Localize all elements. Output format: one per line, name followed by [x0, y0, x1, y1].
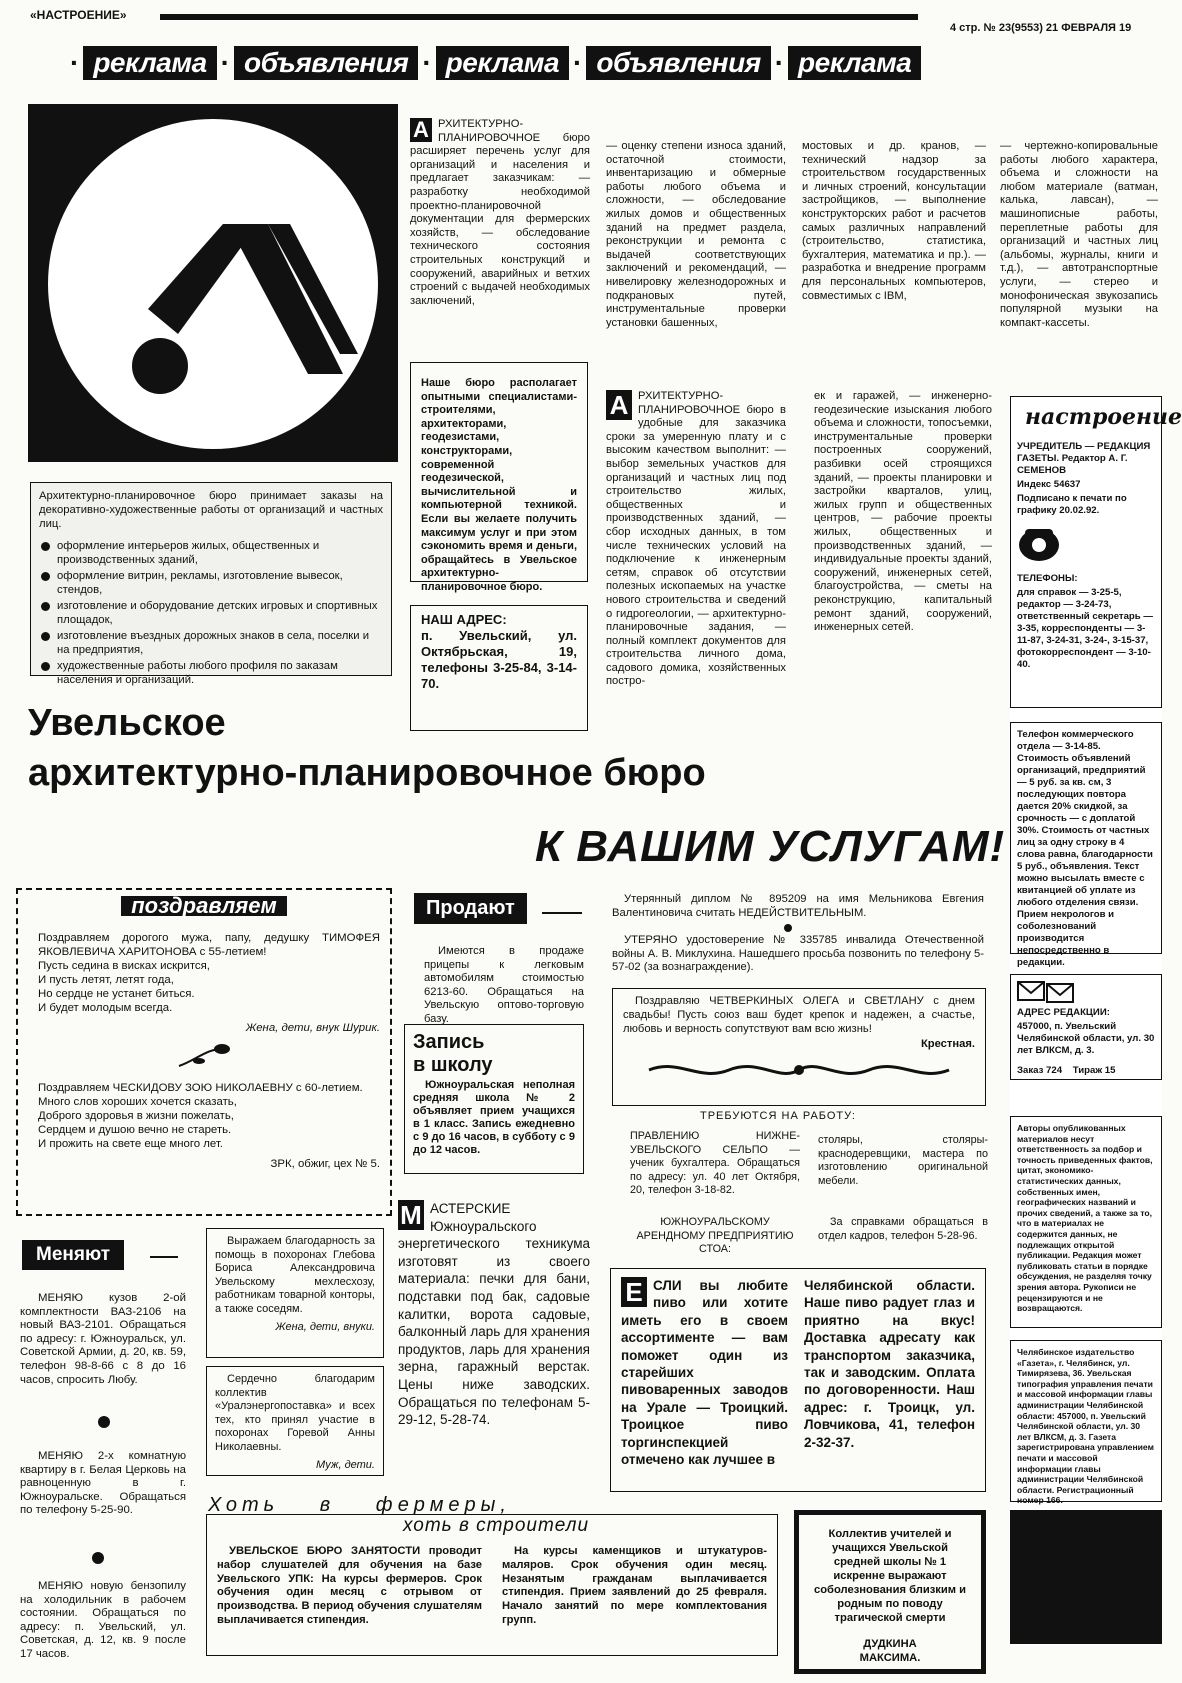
beer-left — [621, 1277, 788, 1468]
decor-works-ad — [30, 482, 392, 686]
congrats-label: поздравляем — [121, 896, 287, 916]
poem-line: И прожить на свете еще много лет. — [38, 1138, 223, 1150]
authors-box — [1010, 1116, 1162, 1328]
poem-line: Пусть седина в висках искрится, — [38, 960, 210, 972]
phones-text: для справок — 3-25-5, редактор — 3-24-73, ответственный секретарь — 3-35, корреспонденты — 3-11-87, 3-24-31, 3-24-, 3-15-37, фотокорреспондент — 3-10-40. — [1017, 587, 1153, 670]
farmers-left: УВЕЛЬСКОЕ БЮРО ЗАНЯТОСТИ проводит набор слушателей для обучения на базе Увельского УПК: На курсы фермеров. Срок обучения один месяц с отрывом от производства. В период обучения слушателям выплачивается стипендия. — [217, 1545, 482, 1626]
farmers-title-1: Хоть в фермеры, — [208, 1494, 511, 1516]
list-item: художественные работы любого профиля по заказам населения и организаций. — [39, 659, 383, 687]
jobs-right: столяры, столяры-краснодеревщики, мастера по изготовлению оригинальной мебели. — [818, 1134, 988, 1187]
bureau-info-box — [410, 362, 588, 593]
exchange-item-1: МЕНЯЮ кузов 2-ой комплектности ВАЗ-2106 на новый ВАЗ-2101. Обращаться по адресу: г. Южноуральск, ул. Советской Армии, д. 20, кв. 59, телефон 98-8-66 с 8 до 16 часов, спросить Любу. — [20, 1292, 186, 1386]
article-text: мостовых и др. кранов, — технический надзор за строительством государственных и личных строений, консультации застройщиков, — выполнение конструкторских работ и расчетов самых различных направлений (строительство, статистика, бухгалтерия, математика и пр.). — разработка и внедрение программ для персональных компьютеров, совместимых с IBM, — [802, 140, 986, 302]
thanks-sign: Муж, дети. — [315, 1458, 375, 1471]
banner-item: объявления — [586, 46, 770, 80]
printing-text: Челябинское издательство «Газета», г. Челябинск, ул. Тимирязева, 36. Увельская типография управления печати и массовой информации главы администрации Челябинской области: 457000, п. Увельский Челябинской области, ул. 30 лет ВЛКСМ, д. 3. Газета зарегистрирована управлением печати и массовой информации главы администрации Челябинской области. Регистрационный номер 166. — [1017, 1347, 1154, 1506]
jobs-title: ТРЕБУЮТСЯ НА РАБОТУ: — [700, 1110, 856, 1122]
order-value: 724 — [1046, 1065, 1063, 1076]
article-text: РХИТЕКТУРНО-ПЛАНИРОВОЧНОЕ бюро расширяет перечень услуг для организаций и населения и предлагает заказчикам: — разработку необходимой проектно-планировочной документации для фермерских хозяйств, — обследование технического состояния строительных конструкций и сооружений, аварийных и ветхих строений с выдачей необходимых заключений, — [410, 118, 590, 307]
poem-line: И будет молодым всегда. — [38, 1002, 173, 1014]
masthead-box — [1010, 396, 1182, 708]
issue-info: 4 стр. № 23(9553) 21 ФЕВРАЛЯ 19 — [950, 22, 1132, 34]
condolence-name: ДУДКИНА МАКСИМА. — [859, 1638, 921, 1664]
sidebar-black-bar — [1010, 1510, 1162, 1644]
congrats-sign-1: Жена, дети, внук Шурик. — [245, 1022, 380, 1034]
article1-col4 — [1000, 140, 1158, 330]
lost-text: Утерянный диплом № 895209 на имя Мельникова Евгения Валентиновича считать НЕДЕЙСТВИТЕЛЬНЫМ. — [612, 893, 984, 919]
sidebar — [1010, 396, 1182, 1646]
phones-title: ТЕЛЕФОНЫ: — [1017, 573, 1078, 584]
banner-item: реклама — [436, 46, 569, 80]
header-rule — [160, 14, 918, 20]
list-item: изготовление въездных дорожных знаков в села, поселки и на предприятия, — [39, 629, 383, 657]
address-title: НАШ АДРЕС: — [421, 612, 507, 627]
exchange-rule — [150, 1256, 178, 1258]
poem-line: Много слов хороших хочется сказать, — [38, 1096, 237, 1108]
printing-box — [1010, 1340, 1162, 1506]
lost-certificate — [612, 934, 984, 975]
congrats-box — [16, 888, 392, 1216]
article-text: РХИТЕКТУРНО-ПЛАНИРОВОЧНОЕ бюро в удобные для заказчика сроки за умеренную плату и с высоким качеством выполнит: — выбор земельных участков для организаций и частных лиц под строительство жилых, общественных и производственных зданий, — сбор исходных данных, в том числе технических условий на подключение к инженерным сетям, справок об отсутствии полезных ископаемых на участке нового строительства и сведений о гидрогеологии, — архитектурно-планировочные задания, — полный комплект документов для строительства личного дома, садового домика, хозяйственных постро- — [606, 390, 786, 688]
headline-line2: архитектурно-планировочное бюро — [28, 752, 706, 794]
article-text: — чертежно-копировальные работы любого характера, объема и сложности на любом материале (ватман, калька, лавсан), — машинописные работы, переплетные работы для организаций и частных лиц (альбомы, журналы, книги и т.д.), — автотранспортные услуги, — стерео и монофоническая звукозапись популярной музыки на компакт-кассеты. — [1000, 140, 1158, 329]
signed-text: Подписано к печати по графику 20.02.92. — [1017, 493, 1127, 516]
bureau-logo — [28, 104, 398, 462]
wedding-text: Поздравляю ЧЕТВЕРКИНЫХ ОЛЕГА и СВЕТЛАНУ с днем свадьбы! Пусть союз ваш будет крепок и надежен, а счастье, любовь и верность сопутствуют вам всю жизнь! — [623, 995, 975, 1035]
farmers-box — [206, 1514, 778, 1656]
school-text: Южноуральская неполная средняя школа № 2 объявляет прием учащихся в 1 класс. Запись ежедневно с 9 до 16 часов, в субботу с 9 до 12 часов. — [413, 1079, 575, 1156]
wedding-box — [612, 988, 986, 1106]
list-item: оформление витрин, рекламы, изготовление вывесок, стендов, — [39, 569, 383, 597]
architect-logo-icon — [28, 104, 398, 462]
sell-text: Имеются в продаже прицепы к легковым автомобилям стоимостью 6213-60. Обращаться на Увельскую оптово-торговую базу. — [424, 945, 584, 1025]
congrats-text-2: Поздравляем ЧЕСКИДОВУ ЗОЮ НИКОЛАЕВНУ с 60-летием. — [38, 1082, 363, 1094]
thanks-box-1 — [206, 1228, 384, 1358]
condolence-text: Коллектив учителей и учащихся Увельской средней школы № 1 искренне выражают соболезнования близким и родным по поводу трагической смерти — [814, 1528, 966, 1624]
congrats-text-1: Поздравляем дорогого мужа, папу, дедушку ТИМОФЕЯ ЯКОВЛЕВИЧА ХАРИТОНОВА с 55-летием! — [38, 932, 380, 958]
lost-diploma — [612, 893, 984, 920]
ads-banner: · реклама · объявления · реклама · объявления · реклама — [66, 46, 1146, 80]
decor-intro: Архитектурно-планировочное бюро принимает заказы на декоративно-художественные работы от организаций и частных лиц. — [39, 490, 383, 530]
exchange-item-3: МЕНЯЮ новую бензопилу на холодильник в рабочем состоянии. Обращаться по адресу: п. Увельский, ул. Советская, д. 12, кв. 9 после 17 часов. — [20, 1580, 186, 1660]
headline-line1: Увельское — [28, 702, 226, 744]
banner-item: реклама — [83, 46, 216, 80]
decor-list — [39, 539, 383, 687]
bureau-info-text: Наше бюро располагает опытными специалистами-строителями, архитекторами, геодезистами, конструкторами, современной геодезической, вычислительной и компьютерной техникой. Если вы желаете получить максимум услуг и при этом сэкономить время и деньги, обращайтесь в Увельское архитектурно-планировочное бюро. — [421, 377, 577, 593]
article2-col2 — [814, 390, 992, 635]
beer-ad-box — [610, 1268, 986, 1492]
phone-icon — [1017, 523, 1155, 567]
school-title-2: в школу — [413, 1054, 493, 1076]
envelope-icon — [1017, 981, 1155, 1007]
address-box — [410, 605, 588, 731]
separator-dot — [98, 1416, 110, 1428]
commercial-text: Телефон коммерческого отдела — 3-14-85. Стоимость объявлений организаций, предприятий — 5 руб. за кв. см, 3 последующих повтора дается 20% скидкой, за срочность — с доплатой 30%. Стоимость от частных лиц за одну строку в 4 слова равна, благодарности 5 руб., объявления. Текст можно высылать вместе с квитанцией об уплате из любого отделения связи. Прием некрологов и соболезнований производится непосредственно в редакции. — [1017, 729, 1153, 968]
article-text: — оценку степени износа зданий, остаточной стоимости, инвентаризацию и обмерные работы любого объема и сложности, — обследование жилых домов и общественных зданий на предмет раздела, реконструкции и ремонта с выдачей соответствующих заключений и рекомендаций, — нивелировку железнодорожных и подкрановых путей, инструментальные проверки установки башенных, — [606, 140, 786, 329]
article2-col1 — [606, 390, 786, 689]
thanks-sign: Жена, дети, внуки. — [275, 1320, 375, 1333]
banner-item: объявления — [234, 46, 418, 80]
farmers-title-2: хоть в строители — [397, 1519, 595, 1533]
sell-label: Продают — [414, 893, 527, 924]
ornament-icon — [623, 1058, 975, 1087]
commercial-box — [1010, 722, 1162, 968]
article1-col3 — [802, 140, 986, 303]
wedding-sign: Крестная. — [920, 1038, 975, 1051]
poem-line: Доброго здоровья в жизни пожелать, — [38, 1110, 234, 1122]
jobs-left: ПРАВЛЕНИЮ НИЖНЕ-УВЕЛЬСКОГО СЕЛЬПО — ученик бухгалтера. Обращаться по адресу: ул. 40 лет Октября, 20, телефон 3-18-82. — [630, 1130, 800, 1197]
sidebar-logo: настроение — [1025, 404, 1182, 430]
banner-item: реклама — [788, 46, 921, 80]
school-title-1: Запись — [413, 1031, 485, 1053]
flower-icon — [28, 1041, 380, 1073]
authors-text: Авторы опубликованных материалов несут ответственность за подбор и точность приведенных фактов, цитат, экономико-статистических данных, собственных имен, географических названий и прочих сведений, а также за то, что в материалах не содержится данных, не подлежащих открытой публикации. Редакция может публиковать статьи в порядке обсуждения, не разделяя точку зрения автора. Рукописи не рецензируются и не возвращаются. — [1017, 1123, 1153, 1314]
beer-right: Челябинской области. Наше пиво радует глаз и приятно на вкус! Доставка адресату как транспортом заказчика, так и заводским. Оплата по договоренности. Наш адрес: г. Троицк, ул. Ловчикова, 41, телефон 2-32-37. — [804, 1278, 975, 1450]
exchange-label: Меняют — [22, 1240, 124, 1270]
lost-text: УТЕРЯНО удостоверение № 335785 инвалида Отечественной войны А. В. Миклухина. Нашедшего просьба позвонить по телефону 5-57-02 (за вознаграждение). — [612, 934, 984, 974]
congrats-sign-2: ЗРК, обжиг, цех № 5. — [270, 1158, 380, 1170]
run-value: 15 — [1104, 1065, 1116, 1076]
paper-name: «НАСТРОЕНИЕ» — [30, 8, 127, 22]
article1-col1 — [410, 118, 590, 308]
separator-dot — [92, 1552, 104, 1564]
poem — [38, 1095, 380, 1151]
farmers-right: На курсы каменщиков и штукатуров-маляров. Срок обучения один месяц. Незанятым гражданам выплачивается стипендия. Прием заявлений до 25 февраля. Начало занятий по мере комплектования групп. — [502, 1545, 767, 1626]
address-text: 457000, п. Увельский Челябинской области, ул. 30 лет ВЛКСМ, д. 3. — [1017, 1021, 1155, 1056]
founder-text: УЧРЕДИТЕЛЬ — РЕДАКЦИЯ ГАЗЕТЫ. Редактор А. Г. СЕМЕНОВ — [1017, 441, 1151, 476]
thanks-text: Выражаем благодарность за помощь в похоронах Глебова Бориса Александровича Увельскому мехлесхозу, работникам товарной конторы, а также соседям. — [215, 1235, 375, 1315]
dropcap: М — [398, 1200, 424, 1230]
poem-line: И пусть летят, летят года, — [38, 974, 174, 986]
index-text: Индекс 54637 — [1017, 479, 1081, 490]
dropcap: Е — [621, 1277, 647, 1307]
order-label: Заказ — [1017, 1065, 1044, 1076]
condolence-box — [794, 1510, 986, 1674]
workshops-text: АСТЕРСКИЕ Южноуральского энергетического техникума изготовят из своего материала: печки для бани, подставки под бак, садовые калитки, ворота садовые, балконный ларь для хранения продуктов, ларь для хранения зерна, гаражный верстак. Цены ниже заводских. Обращаться по телефонам 5-29-12, 5-28-74. — [398, 1201, 590, 1428]
run-label: Тираж — [1072, 1065, 1103, 1076]
poem — [38, 959, 380, 1015]
poem-line: Но сердце не устанет биться. — [38, 988, 195, 1000]
jobs-right2: За справками обращаться в отдел кадров, телефон 5-28-96. — [818, 1216, 988, 1242]
address-title: АДРЕС РЕДАКЦИИ: — [1017, 1007, 1110, 1018]
list-item: оформление интерьеров жилых, общественных и производственных зданий, — [39, 539, 383, 567]
article1-col2 — [606, 140, 786, 330]
school-box — [404, 1024, 584, 1174]
address-info-box — [1010, 974, 1162, 1080]
jobs-left2: ЮЖНОУРАЛЬСКОМУ АРЕНДНОМУ ПРЕДПРИЯТИЮ СТОА: — [636, 1216, 794, 1256]
dropcap: А — [606, 390, 632, 420]
headline-line3: К ВАШИМ УСЛУГАМ! — [535, 822, 1006, 871]
thanks-box-2 — [206, 1366, 384, 1476]
exchange-item-2: МЕНЯЮ 2-х комнатную квартиру в г. Белая Церковь на равноценную в г. Южноуральске. Обращаться по телефону 5-25-90. — [20, 1450, 186, 1517]
dropcap: А — [410, 118, 432, 142]
beer-text: СЛИ вы любите пиво или хотите иметь его в своем ассортименте — вам поможет один из старейших пивоваренных заводов на Урале — Троицкий. Троицкое пиво торгинспекцией отмечено как лучшее в — [621, 1278, 789, 1468]
sell-rule — [542, 912, 582, 914]
poem-line: Сердцем и душою вечно не стареть. — [38, 1124, 232, 1136]
list-item: изготовление и оборудование детских игровых и спортивных площадок, — [39, 599, 383, 627]
article-text: ек и гаражей, — инженерно-геодезические изыскания любого объема и сложности, топосъемки, инструментальные проверки построенных сооружений, разбивки осей строящихся зданий, — проекты планировки и застройки кварталов, улиц, жилых групп и общественных центров, — рабочие проекты жилых, общественных и производственных зданий, — индивидуальные проекты зданий, сооружений, инженерных сетей, благоустройства, — сметы на реконструкцию, капитальный ремонт зданий, сооружений, инженерных сетей. — [814, 390, 992, 634]
separator-dot — [784, 924, 792, 932]
address-text: п. Увельский, ул. Октябрьская, 19, телефоны 3-25-84, 3-14-70. — [421, 628, 577, 691]
thanks-text: Сердечно благодарим коллектив «Уралэнергопоставка» и всех тех, кто принял участие в похоронах Горевой Анны Николаевны. — [215, 1373, 375, 1453]
workshops-ad — [398, 1200, 590, 1429]
